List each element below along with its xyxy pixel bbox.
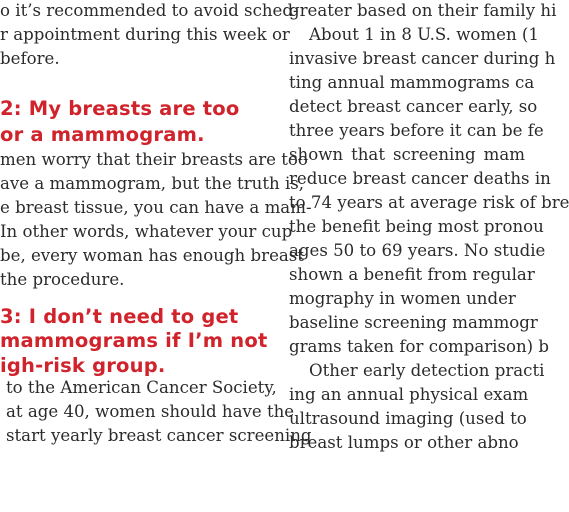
body-line: ultrasound imaging (used to (289, 409, 527, 428)
body-line: three years before it can be fe (289, 121, 544, 140)
body-line: greater based on their family hi (289, 1, 557, 20)
section-heading-2: or a mammogram. (0, 123, 205, 146)
section-heading-3: igh-risk group. (0, 354, 166, 377)
body-line: breast lumps or other abno (289, 433, 519, 452)
body-line: the benefit being most pronou (289, 217, 544, 236)
body-line: the procedure. (0, 270, 125, 289)
body-line: men worry that their breasts are too (0, 150, 308, 169)
intro-line: o it’s recommended to avoid sched- (0, 1, 299, 20)
intro-line: r appointment during this week or (0, 25, 290, 44)
body-line: reduce breast cancer deaths in (289, 169, 551, 188)
body-line: shown a benefit from regular (289, 265, 535, 284)
body-line: About 1 in 8 U.S. women (1 (309, 25, 539, 44)
body-line: at age 40, women should have the (6, 402, 295, 421)
body-line: grams taken for comparison) b (289, 337, 550, 356)
body-line: ing an annual physical exam (289, 385, 529, 404)
section-heading-2: 2: My breasts are too (0, 97, 240, 120)
intro-line: before. (0, 49, 60, 68)
body-line: to the American Cancer Society, (6, 378, 277, 397)
body-line: ting annual mammograms ca (289, 73, 535, 92)
section-heading-3: 3: I don’t need to get (0, 305, 239, 328)
body-line: Other early detection practi (309, 361, 545, 380)
body-line: e breast tissue, you can have a mam- (0, 198, 312, 217)
body-line: be, every woman has enough breast (0, 246, 304, 265)
body-line: In other words, whatever your cup (0, 222, 293, 241)
body-line: mography in women under (289, 289, 516, 308)
section-heading-3: mammograms if I’m not (0, 329, 268, 352)
body-line: invasive breast cancer during h (289, 49, 556, 68)
body-line: ages 50 to 69 years. No studie (289, 241, 546, 260)
body-line: baseline screening mammogr (289, 313, 538, 332)
body-line: ave a mammogram, but the truth is, (0, 174, 305, 193)
body-line: start yearly breast cancer screening (6, 426, 312, 445)
body-line: shown that screening mam (289, 145, 525, 164)
body-line: detect breast cancer early, so (289, 97, 538, 116)
body-line: to 74 years at average risk of bre (289, 193, 569, 212)
